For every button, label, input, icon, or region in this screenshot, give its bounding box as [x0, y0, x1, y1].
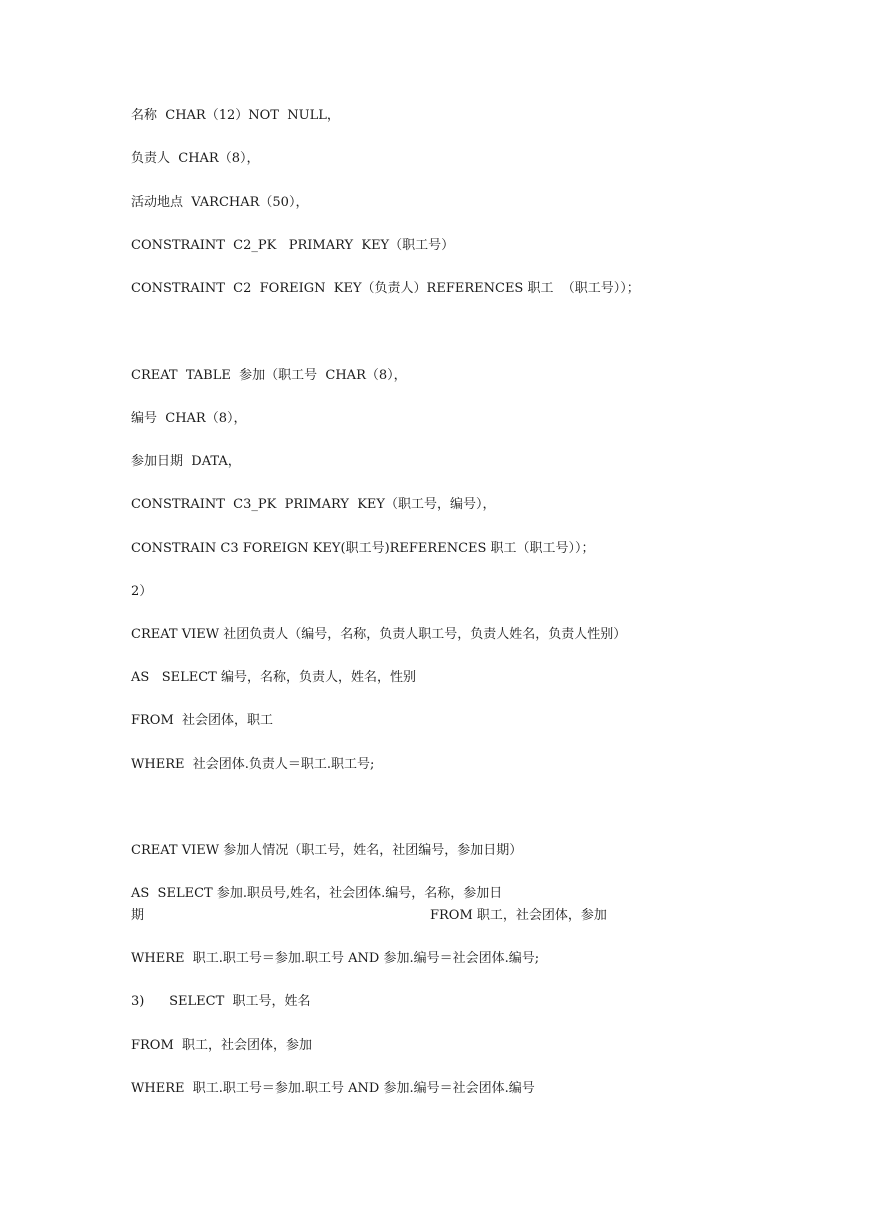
sql-line-date-column: 参加日期 DATA， [131, 454, 241, 469]
sql-line-number-column: 编号 CHAR（8）， [131, 411, 247, 426]
sql-line-c3-pk: CONSTRAINT C3_PK PRIMARY KEY（职工号，编号）， [131, 497, 496, 512]
sql-line-create-view-participants: CREAT VIEW 参加人情况（职工号，姓名，社团编号，参加日期） [131, 843, 523, 858]
sql-line-c2-fk: CONSTRAINT C2 FOREIGN KEY（负责人）REFERENCES 职工 （职工号））； [131, 281, 640, 296]
sql-line-leader-column: 负责人 CHAR（8）， [131, 151, 260, 166]
sql-line-section3-select: 3) SELECT 职工号，姓名 [131, 994, 311, 1009]
section-number-2: 2） [131, 584, 153, 599]
sql-line-create-participation: CREAT TABLE 参加（职工号 CHAR（8）， [131, 368, 407, 383]
sql-line-section3-where: WHERE 职工.职工号＝参加.职工号 AND 参加.编号＝社会团体.编号 [131, 1081, 535, 1096]
sql-line-as-select-participants-wrap: 期 [131, 908, 145, 923]
sql-line-where-leaders: WHERE 社会团体.负责人＝职工.职工号; [131, 757, 375, 772]
sql-line-location-column: 活动地点 VARCHAR（50）， [131, 195, 309, 210]
sql-line-section3-from: FROM 职工，社会团体，参加 [131, 1038, 313, 1053]
sql-line-c3-fk: CONSTRAIN C3 FOREIGN KEY(职工号)REFERENCES 职工（职工号））； [131, 541, 595, 556]
sql-line-name-column: 名称 CHAR（12）NOT NULL， [131, 108, 340, 123]
sql-line-as-select-leaders: AS SELECT 编号，名称，负责人，姓名，性别 [131, 670, 416, 685]
sql-line-as-select-participants: AS SELECT 参加.职员号,姓名，社会团体.编号，名称，参加日 [131, 886, 503, 901]
sql-line-from-leaders: FROM 社会团体，职工 [131, 713, 274, 728]
sql-line-create-view-leaders: CREAT VIEW 社团负责人（编号，名称，负责人职工号，负责人姓名，负责人性别） [131, 627, 627, 642]
sql-line-c2-pk: CONSTRAINT C2_PK PRIMARY KEY（职工号） [131, 238, 455, 253]
sql-line-from-participants: FROM 职工，社会团体，参加 [430, 908, 607, 923]
sql-line-where-participants: WHERE 职工.职工号＝参加.职工号 AND 参加.编号＝社会团体.编号; [131, 951, 540, 966]
